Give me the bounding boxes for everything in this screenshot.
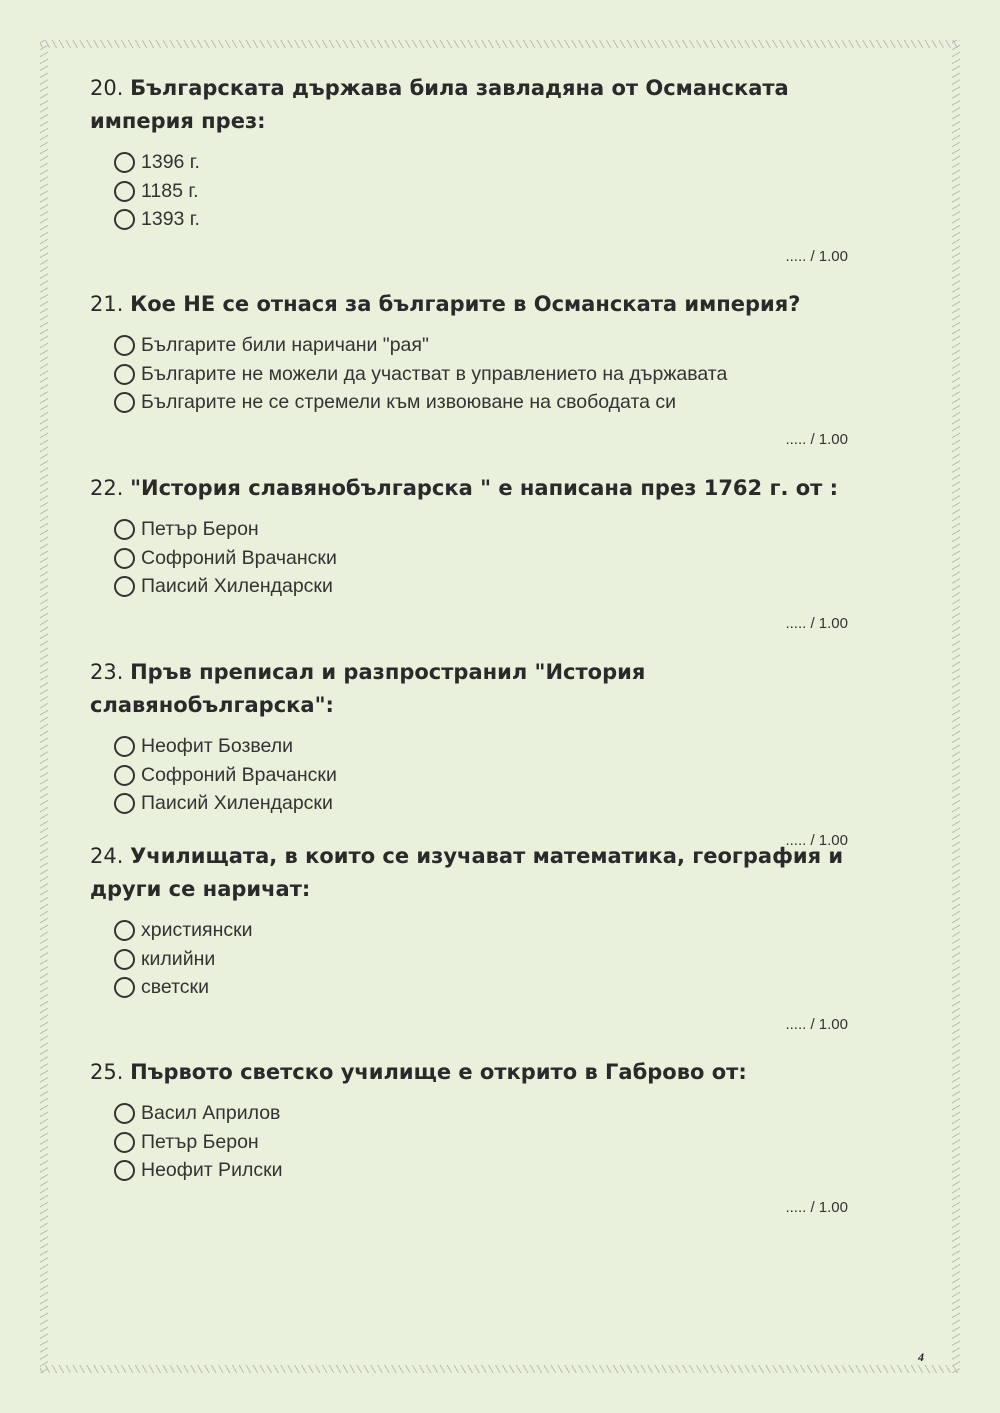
question-number: 21. (90, 292, 124, 316)
answer-options (114, 732, 890, 818)
radio-button-icon[interactable] (114, 181, 135, 202)
question-title (90, 1056, 890, 1089)
option-label: светски (141, 976, 209, 999)
option-label: Паисий Хилендарски (141, 575, 333, 598)
answer-options (114, 515, 890, 601)
question-21 (90, 288, 890, 472)
answer-option[interactable] (114, 916, 890, 945)
question-text: Кое НЕ се отнася за българите в Османската империя? (130, 292, 801, 316)
answer-option[interactable] (114, 331, 890, 360)
question-text: Първото светско училище е открито в Габрово от: (130, 1060, 747, 1084)
option-label: 1393 г. (141, 208, 200, 231)
question-number: 24. (90, 844, 124, 868)
radio-button-icon[interactable] (114, 548, 135, 569)
answer-option[interactable] (114, 572, 890, 601)
score-field: ..... / 1.00 (785, 615, 848, 633)
answer-option[interactable] (114, 148, 890, 177)
border-top (40, 40, 960, 48)
radio-button-icon[interactable] (114, 1160, 135, 1181)
question-number: 20. (90, 76, 124, 100)
option-label: Петър Берон (141, 517, 259, 540)
option-label: Неофит Рилски (141, 1159, 283, 1182)
answer-option[interactable] (114, 973, 890, 1002)
radio-button-icon[interactable] (114, 793, 135, 814)
answer-option[interactable] (114, 388, 890, 417)
border-right (952, 40, 960, 1373)
answer-option[interactable] (114, 1128, 890, 1157)
score-field: ..... / 1.00 (785, 431, 848, 449)
answer-options (114, 148, 890, 234)
answer-options (114, 331, 890, 417)
question-title (90, 72, 890, 138)
border-left (40, 40, 48, 1373)
radio-button-icon[interactable] (114, 364, 135, 385)
question-title (90, 472, 890, 505)
question-24 (90, 840, 890, 1056)
radio-button-icon[interactable] (114, 765, 135, 786)
question-20 (90, 72, 890, 288)
answer-option[interactable] (114, 544, 890, 573)
score-field: ..... / 1.00 (785, 248, 848, 266)
radio-button-icon[interactable] (114, 209, 135, 230)
answer-option[interactable] (114, 1156, 890, 1185)
answer-option[interactable] (114, 789, 890, 818)
option-label: християнски (141, 918, 253, 941)
option-label: Паисий Хилендарски (141, 792, 333, 815)
radio-button-icon[interactable] (114, 1103, 135, 1124)
question-number: 22. (90, 476, 124, 500)
radio-button-icon[interactable] (114, 519, 135, 540)
option-label: Софроний Врачански (141, 763, 337, 786)
option-label: Българите не се стремели към извоюване на свободата си (141, 391, 677, 414)
answer-options (114, 916, 890, 1002)
question-text: "История славянобългарска " е написана през 1762 г. от : (130, 476, 839, 500)
radio-button-icon[interactable] (114, 977, 135, 998)
option-label: Българите били наричани "рая" (141, 333, 429, 356)
question-title (90, 840, 890, 906)
question-number: 23. (90, 660, 124, 684)
border-bottom (40, 1365, 960, 1373)
question-23 (90, 656, 890, 850)
option-label: килийни (141, 947, 216, 970)
option-label: Неофит Бозвели (141, 734, 294, 757)
question-25 (90, 1056, 890, 1240)
answer-option[interactable] (114, 732, 890, 761)
answer-option[interactable] (114, 1099, 890, 1128)
radio-button-icon[interactable] (114, 920, 135, 941)
option-label: Българите не можели да участват в управлението на държавата (141, 362, 728, 385)
answer-option[interactable] (114, 945, 890, 974)
question-number: 25. (90, 1060, 124, 1084)
answer-option[interactable] (114, 515, 890, 544)
answer-option[interactable] (114, 205, 890, 234)
option-label: Петър Берон (141, 1130, 259, 1153)
radio-button-icon[interactable] (114, 1132, 135, 1153)
option-label: 1185 г. (141, 179, 199, 202)
option-label: 1396 г. (141, 150, 200, 173)
radio-button-icon[interactable] (114, 949, 135, 970)
quiz-content (90, 72, 890, 1240)
score-field: ..... / 1.00 (785, 832, 848, 850)
question-22 (90, 472, 890, 656)
question-text: Българската държава била завладяна от Османската империя през: (90, 76, 789, 133)
question-title (90, 656, 890, 722)
score-field: ..... / 1.00 (785, 1199, 848, 1217)
question-title (90, 288, 890, 321)
answer-option[interactable] (114, 761, 890, 790)
radio-button-icon[interactable] (114, 392, 135, 413)
page-number: 4 (918, 1350, 924, 1364)
score-field: ..... / 1.00 (785, 1016, 848, 1034)
radio-button-icon[interactable] (114, 152, 135, 173)
question-text: Училищата, в които се изучават математика, география и други се наричат: (90, 844, 844, 901)
radio-button-icon[interactable] (114, 736, 135, 757)
option-label: Васил Априлов (141, 1101, 281, 1124)
answer-options (114, 1099, 890, 1185)
option-label: Софроний Врачански (141, 546, 337, 569)
radio-button-icon[interactable] (114, 576, 135, 597)
radio-button-icon[interactable] (114, 335, 135, 356)
answer-option[interactable] (114, 177, 890, 206)
question-text: Пръв преписал и разпространил "История славянобългарска": (90, 660, 646, 717)
answer-option[interactable] (114, 360, 890, 389)
